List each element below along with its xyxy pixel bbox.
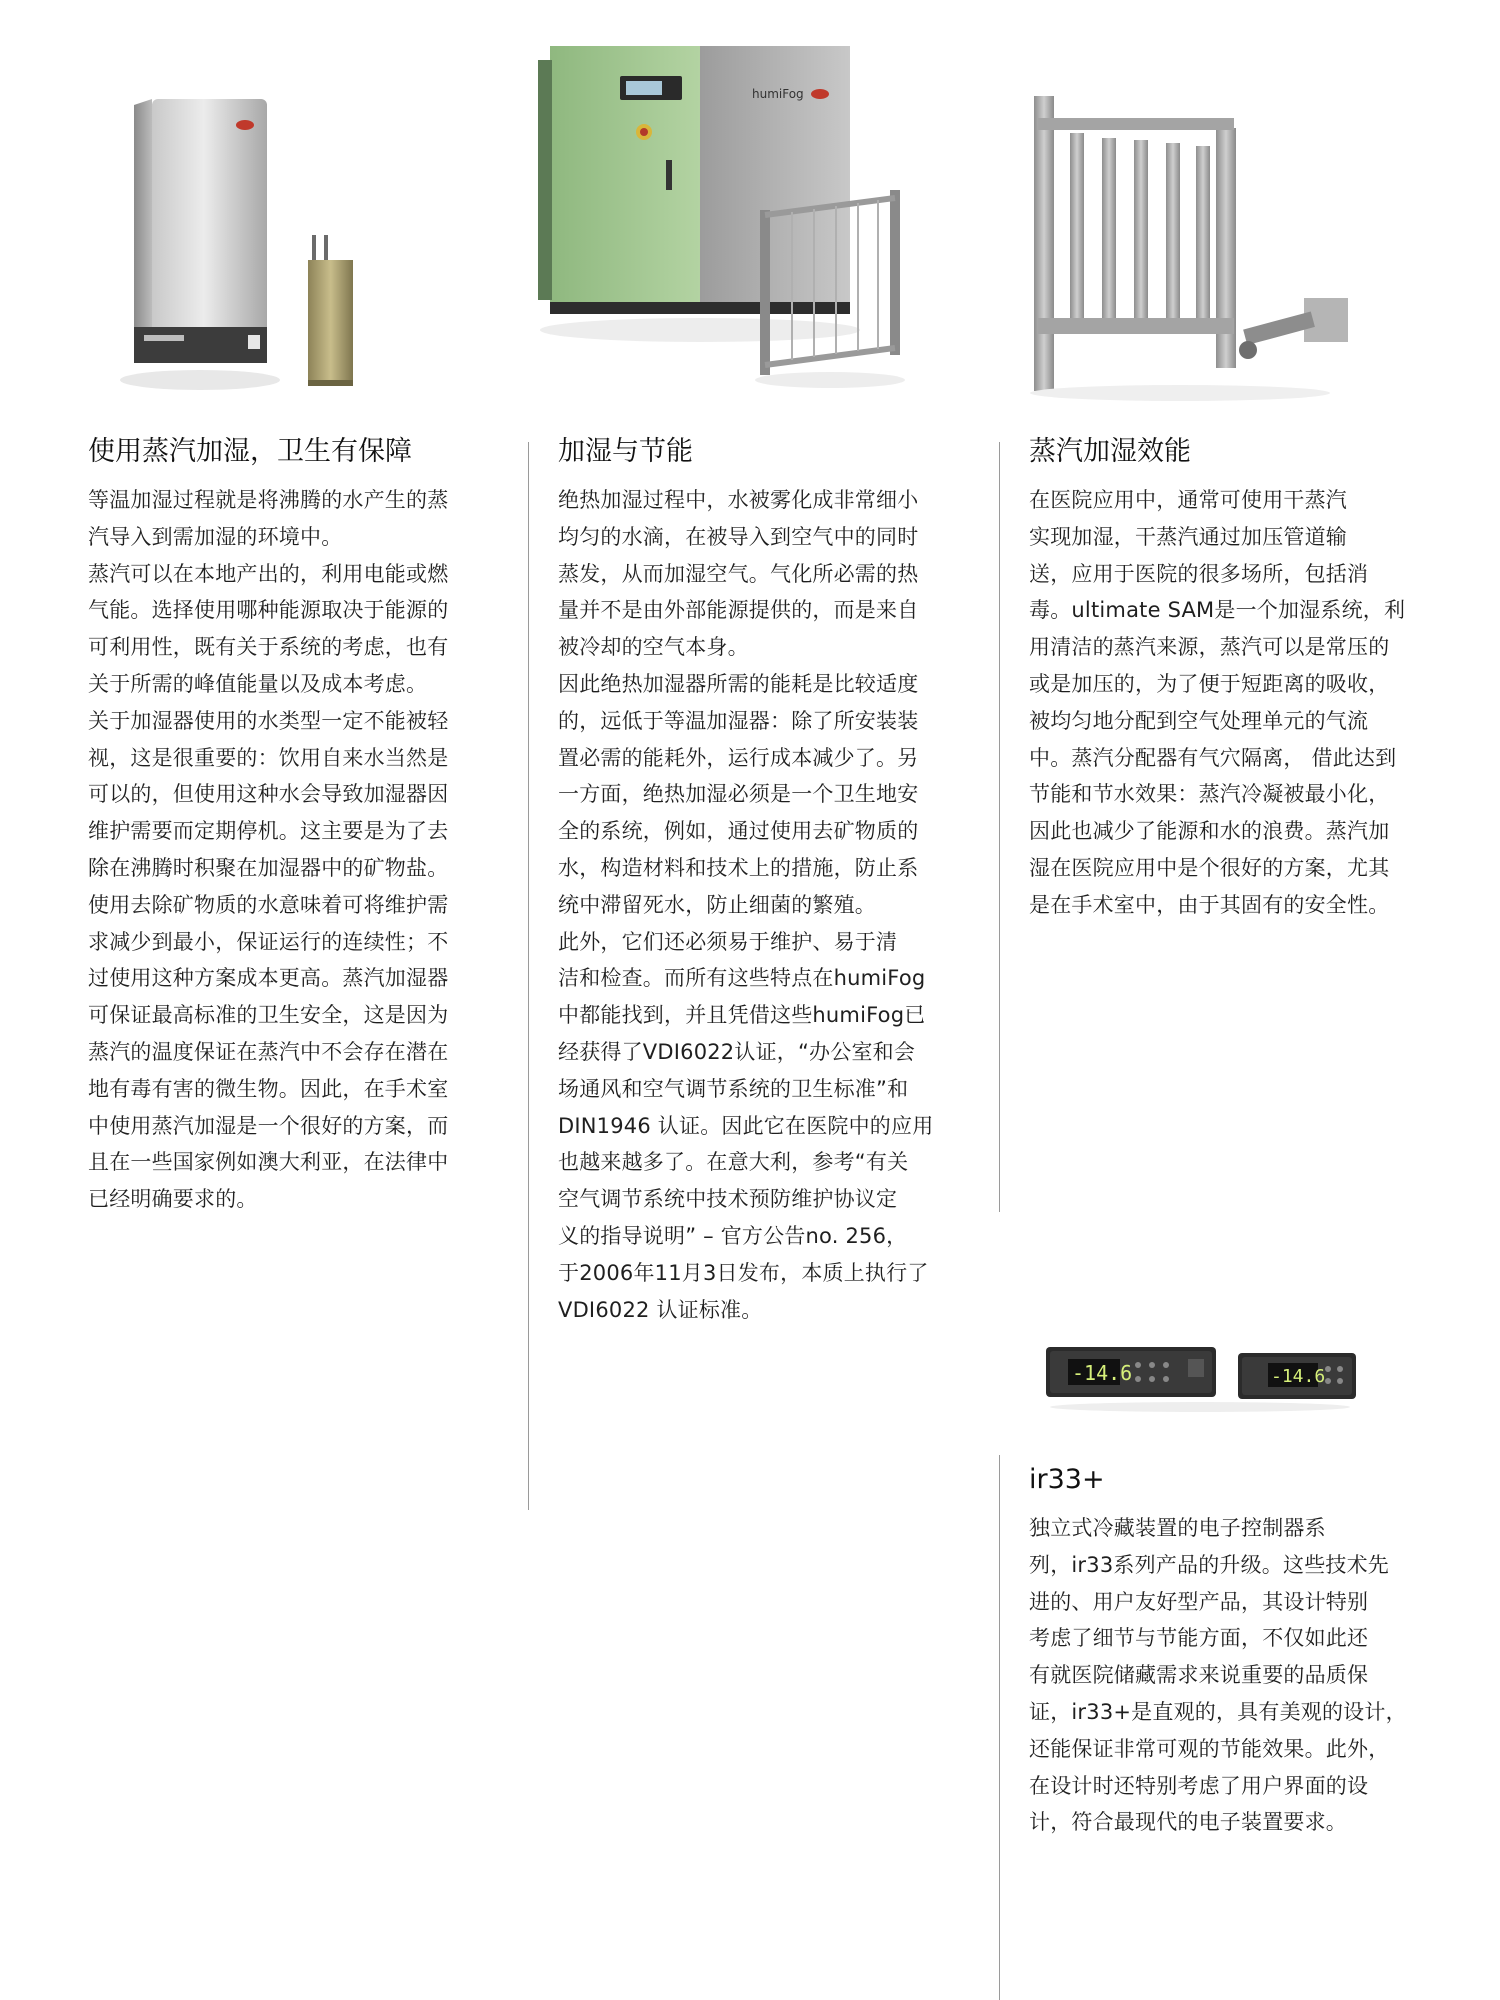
section-body: 绝热加湿过程中，水被雾化成非常细小 均匀的水滴，在被导入到空气中的同时 蒸发，从而加湿空气。气化所必需的热 量并不是由外部能源提供的，而是来自 被冷却的空气本身。 因此绝热加湿器所需的能耗是比较适度 的，远低于等温加湿器：除了所安装装 置必需的能耗外，运行成本减少了。另 一方面，绝热加湿必须是一个卫生地安 全的系统，例如，通过使用去矿物质的 水，构造材料和技术上的措施，防止系 统中滞留死水，防止细菌的繁殖。 此外，它们还必须易于维护、易于清 洁和检查。而所有这些特点在humiFog 中都能找到，并且凭借这些humiFog已 经获得了VDI6022认证，“办公室和会 场通风和空气调节系统的卫生标准”和 DIN1946 认证。因此它在医院中的应用 也越来越多了。在意大利，参考“有关 空气调节系统中技术预防维护协议定 义的指导说明” – 官方公告no. 256， 于2006年11月3日发布，本质上执行了 VDI6022 认证标准。 xyxy=(558,488,934,1322)
steam-distributor-image xyxy=(1020,88,1400,403)
column-divider-2 xyxy=(999,442,1000,1212)
column-steam-hygiene xyxy=(88,432,508,1218)
controller-display-large: -14.6 xyxy=(1072,1361,1133,1385)
steam-humidifier-image xyxy=(120,95,365,400)
section-heading: 加湿与节能 xyxy=(558,436,693,467)
section-body: 等温加湿过程就是将沸腾的水产生的蒸 汽导入到需加湿的环境中。 蒸汽可以在本地产出的，利用电能或燃 气能。选择使用哪种能源取决于能源的 可利用性，既有关于系统的考虑，也有 关于所需的峰值能量以及成本考虑。 关于加湿器使用的水类型一定不能被轻 视，这是很重要的：饮用自来水当然是 可以的，但使用这种水会导致加湿器因 维护需要而定期停机。这主要是为了去 除在沸腾时积聚在加湿器中的矿物盐。 使用去除矿物质的水意味着可将维护需 求减少到最小，保证运行的连续性；不 过使用这种方案成本更高。蒸汽加湿器 可保证最高标准的卫生安全，这是因为 蒸汽的温度保证在蒸汽中不会存在潜在 地有毒有害的微生物。因此，在手术室 中使用蒸汽加湿是一个很好的方案，而 且在一些国家例如澳大利亚，在法律中 已经明确要求的。 xyxy=(88,488,449,1212)
section-heading: 蒸汽加湿效能 xyxy=(1029,436,1191,467)
column-divider-3 xyxy=(999,1455,1000,2000)
column-ir33-controller xyxy=(1029,1460,1449,1841)
column-steam-efficiency xyxy=(1029,432,1454,924)
section-heading: 使用蒸汽加湿，卫生有保障 xyxy=(88,436,412,467)
column-divider-1 xyxy=(528,442,529,1510)
humifog-system-image xyxy=(530,40,950,400)
section-body: 独立式冷藏装置的电子控制器系 列，ir33系列产品的升级。这些技术先 进的、用户友好型产品，其设计特别 考虑了细节与节能方面，不仅如此还 有就医院储藏需求来说重要的品质保 证，ir33+是直观的，具有美观的设计， 还能保证非常可观的节能效果。此外， 在设计时还特别考虑了用户界面的设 计，符合最现代的电子装置要求。 xyxy=(1029,1516,1407,1835)
humifog-brand-label: humiFog xyxy=(752,87,804,101)
controller-display-small: -14.6 xyxy=(1271,1366,1326,1387)
section-body: 在医院应用中，通常可使用干蒸汽 实现加湿，干蒸汽通过加压管道输 送，应用于医院的很多场所，包括消 毒。ultimate SAM是一个加湿系统，利 用清洁的蒸汽来源，蒸汽可以是常压的 或是加压的，为了便于短距离的吸收， 被均匀地分配到空气处理单元的气流 中。蒸汽分配器有气穴隔离， 借此达到 节能和节水效果：蒸汽冷凝被最小化， 因此也减少了能源和水的浪费。蒸汽加 湿在医院应用中是个很好的方案，尤其 是在手术室中，由于其固有的安全性。 xyxy=(1029,488,1406,917)
ir33-controllers-image xyxy=(1040,1335,1370,1415)
column-humidification-energy xyxy=(558,432,988,1328)
section-heading: ir33+ xyxy=(1029,1464,1105,1495)
